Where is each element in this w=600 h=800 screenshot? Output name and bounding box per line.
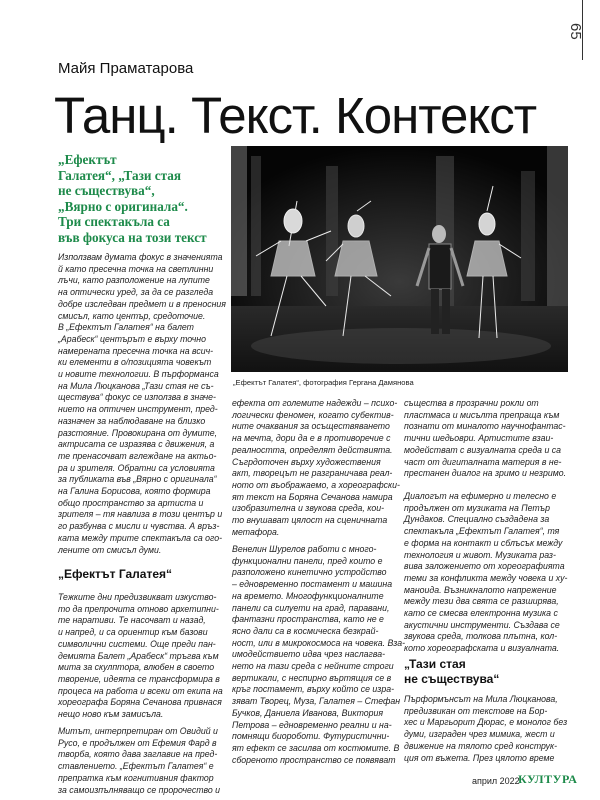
text-line: Съгрдоточен върху художествения xyxy=(232,456,381,467)
text-line: актрисата се изразява с движения, а xyxy=(58,439,215,450)
text-line: между тези два свята се разширява, xyxy=(404,596,559,607)
text-line: функционални панели, пред които е xyxy=(232,555,383,566)
text-line: и напред, и са ориентир към базови xyxy=(58,627,208,638)
text-line: на мечта, дори да е в противоречие с xyxy=(232,433,391,444)
subhead-room: „Тази стая не съществува“ xyxy=(404,657,500,686)
text-line: вертикали, с неспирно въртящия се в xyxy=(232,672,392,683)
text-line: ясно дали са в космическа безкрай- xyxy=(232,625,379,636)
column-1-bottom-a xyxy=(58,592,230,721)
author-name: Майя Праматарова xyxy=(58,60,194,77)
text-line: Митът, интерпретиран от Овидий и xyxy=(58,726,218,736)
text-line: ция от въжета. През цялото време xyxy=(404,752,555,763)
text-line: на оптически уред, за да се разгледа xyxy=(58,287,214,298)
text-line: Диалогът на ефимерно и телесно е xyxy=(404,491,557,501)
text-line: кръг постамент, върху който се изра- xyxy=(232,684,394,695)
lead-text: „Ефектът Галатея“, „Тази стая не съществува“, „Вярно с оригинала“. Три спектакъла са във фокуса на този текст xyxy=(58,152,207,245)
text-line: назначен за наблюдаване на близко xyxy=(58,415,206,426)
text-line: „Арабеск“ центърът е върху точно xyxy=(58,333,206,344)
text-line: същества в прозрачни рокли от xyxy=(404,398,539,408)
text-line: логически феномен, когато субектив- xyxy=(232,409,394,420)
text-line: вива заложението от хореографията xyxy=(404,561,565,572)
text-line: на Мила Люцканова „Тази стая не съ- xyxy=(58,380,214,391)
text-line: и новите технологии. В пърформанса xyxy=(58,369,219,380)
text-line: модействат с визуалната среда и са xyxy=(404,444,562,455)
text-line: символични системи. Още преди пан- xyxy=(58,638,216,649)
text-line: Венелин Шурелов работи с много- xyxy=(232,544,377,554)
text-line: сбореното пространство се появяват xyxy=(232,754,396,765)
text-line: познати от миналото научнофантас- xyxy=(404,421,566,432)
text-line: нето на тази среда с нейните строги xyxy=(232,661,394,672)
text-line: за самоизпълняващо се пророчество и xyxy=(58,784,221,795)
text-line: ра и зрителя. Обратни са условията xyxy=(58,462,215,473)
text-line: намерената пресечна точка на всич- xyxy=(58,345,214,356)
text-line: Използвам думата фокус в значенията xyxy=(58,252,223,262)
column-3-c xyxy=(404,694,574,764)
text-line: теми за конфликта между човека и ху- xyxy=(404,572,568,583)
text-line: В „Ефектът Галатея“ на балет xyxy=(58,322,194,333)
text-line: ните очаквания за осъществяването xyxy=(232,421,390,432)
text-line: реалността, определят действията. xyxy=(232,444,393,455)
text-line: творба, която дава заглавие на пред- xyxy=(58,749,218,760)
text-line: Дундаков. Специално създадена за xyxy=(404,514,550,525)
text-line: зяват Творец, Муза, Галатея – Стефан xyxy=(232,696,401,707)
text-line: разстояние. Провокирана от думите, xyxy=(58,427,218,438)
text-line: те пренасочват вглеждане на актьо- xyxy=(58,450,217,461)
text-line: ставлението. „Ефектът Галатея“ е xyxy=(58,761,214,772)
text-line: метафора. xyxy=(232,526,280,537)
text-line: хес и Маргьорит Дюрас, е монолог без xyxy=(404,717,568,728)
text-line: смисъл, като център, средоточие. xyxy=(58,310,206,321)
text-line: на времето. Многофункционалните xyxy=(232,590,384,601)
text-line: спектакъла „Ефектът Галатея“, тя xyxy=(404,526,560,537)
text-line: фантазни пространства, като не е xyxy=(232,614,384,625)
page-number: 65 xyxy=(567,23,584,40)
column-2-b xyxy=(232,544,406,766)
text-line: Петрова – едновременно реални и на- xyxy=(232,719,392,730)
text-line: имодействието идва чрез наслагва- xyxy=(232,649,386,660)
text-line: лъчи, като разположение на лупите xyxy=(58,275,210,286)
text-line: процеса на работа и всеки от екипа на xyxy=(58,685,223,696)
text-line: нието на оптичен инструмент, пред- xyxy=(58,404,218,415)
text-line: го разбунва с мисли и чувства. А връз- xyxy=(58,521,220,532)
text-line: й като пресечна точка на светлинни xyxy=(58,263,214,274)
text-line: думи, изграден чрез мимика, жест и xyxy=(404,729,555,740)
text-line: помнящи биороботи. Футуристични- xyxy=(232,731,390,742)
text-line: Тежките дни предизвикват изкуство- xyxy=(58,592,217,602)
text-line: препратка към когнитивния фактор xyxy=(58,772,214,783)
text-line: то да препрочита отново архетипни- xyxy=(58,603,219,614)
text-line: творение, идеята се трансформира в xyxy=(58,673,220,684)
text-line: кото хореографската и визуалната. xyxy=(404,643,560,654)
footer-date: април 2022 xyxy=(472,776,520,786)
text-line: престанен диалог на зримо и незримо. xyxy=(404,468,567,479)
photo-caption: „Ефектът Галатея“, фотография Гергана Дамянова xyxy=(233,378,414,387)
column-3-a xyxy=(404,398,574,480)
text-line: ят ефект се засилва от костюмите. В xyxy=(232,742,400,753)
text-line: пластмаса и мисълта препраща към xyxy=(404,409,560,420)
text-line: на Галина Борисова, която формира xyxy=(58,486,211,497)
footer-brand: КУЛТУРА xyxy=(518,772,578,786)
text-line: общо пространство за артиста и xyxy=(58,497,204,508)
text-line: Бучков, Даниела Иванова, Виктория xyxy=(232,707,384,718)
text-line: маноида. Възникналото напрежение xyxy=(404,584,557,595)
text-line: акустични инструменти. Създава се xyxy=(404,619,560,630)
text-line: лените от смисъл думи. xyxy=(58,544,162,555)
text-line: технология и живот. Музиката раз- xyxy=(404,549,556,560)
text-line: ществува“ фокус се използва в значе- xyxy=(58,392,216,403)
text-line: звукова среда, толкова плътна, кол- xyxy=(404,631,558,642)
text-line: те наративи. Те насочват и назад, xyxy=(58,615,206,626)
column-2-a xyxy=(232,398,402,538)
text-line: за публиката във „Вярно с оригинала“ xyxy=(58,474,217,485)
text-line: хореографа Боряна Сечанова привнася xyxy=(58,697,222,708)
text-line: акт, творецът не разграничава реал- xyxy=(232,468,393,479)
text-line: продължен от музиката на Петър xyxy=(404,502,550,513)
text-line: зрителя – тя навлиза в този център и xyxy=(58,509,223,520)
text-line: ят текст на Боряна Сечанова намира xyxy=(232,491,393,502)
text-line: ност, или в микрокосмоса на човека. Вза- xyxy=(232,637,406,648)
text-line: част от дигиталната материя в не- xyxy=(404,456,562,467)
text-line: нещо ново към замисъла. xyxy=(58,709,164,720)
column-1-top xyxy=(58,252,230,556)
dance-photo xyxy=(231,146,568,372)
text-line: разположено кинетично устройство xyxy=(232,567,387,578)
text-line: панели са силуети на град, паравани, xyxy=(232,602,390,613)
text-line: Русо, е продължен от Ефемия Фард в xyxy=(58,737,217,748)
text-line: – едновременно постамент и машина xyxy=(232,579,393,590)
text-line: изобразителна и звукова среда, кои- xyxy=(232,503,385,514)
text-line: ки елементи в о/позицията човекът xyxy=(58,357,212,368)
text-line: Пърформънсът на Мила Люцканова, xyxy=(404,694,558,704)
text-line: ката между трите спектакъла са ого- xyxy=(58,532,223,543)
text-line: ното от въображаемо, а хореографски- xyxy=(232,479,400,490)
text-line: движение на тялото сред конструк- xyxy=(404,740,558,751)
text-line: демията Балет „Арабеск“ тръгва към xyxy=(58,650,219,661)
text-line: като се смесва електронна музика с xyxy=(404,608,558,619)
column-1-bottom-b xyxy=(58,726,230,796)
text-line: предизвикан от текстове на Бор- xyxy=(404,705,548,716)
text-line: ефекта от големите надежди – психо- xyxy=(232,398,398,408)
text-line: тични шедьоври. Артистите взаи- xyxy=(404,433,554,444)
text-line: е форма на контакт и сблъсък между xyxy=(404,537,563,548)
text-line: добре изследван предмет и в преносния xyxy=(58,298,226,309)
text-line: то внушават цялост на сценичната xyxy=(232,515,388,526)
subhead-galatea: „Ефектът Галатея“ xyxy=(58,567,173,581)
column-3-b xyxy=(404,491,574,655)
text-line: мита за скулптора, влюбен в своето xyxy=(58,662,215,673)
article-title: Танц. Текст. Контекст xyxy=(54,87,537,144)
